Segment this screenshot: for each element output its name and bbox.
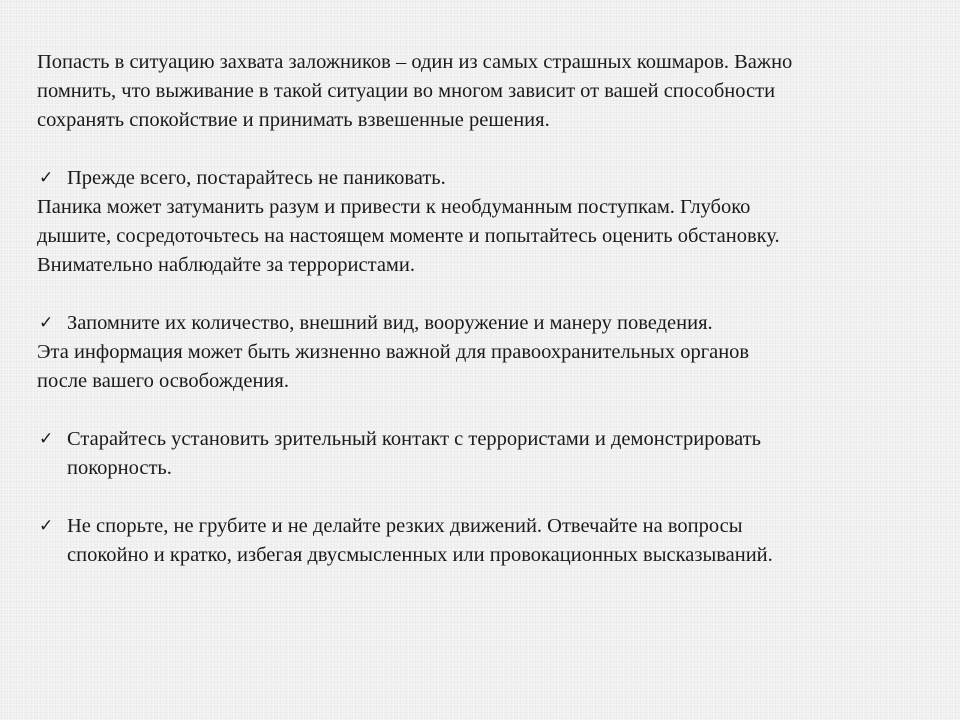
spacer	[37, 396, 937, 425]
list-item	[37, 309, 937, 396]
bullet-point	[37, 309, 937, 338]
bullet-point	[37, 512, 937, 570]
checkmark-icon: ✓	[39, 516, 54, 536]
intro-line: Попасть в ситуацию захвата заложников – один из самых страшных кошмаров. Важно	[37, 51, 793, 73]
detail-line: после вашего освобождения.	[37, 370, 289, 392]
detail-line: Паника может затуманить разум и привести к необдуманным поступкам. Глубоко	[37, 196, 751, 218]
bullet-text: Не спорьте, не грубите и не делайте резких движений. Отвечайте на вопросы	[67, 515, 743, 537]
list-item	[37, 164, 937, 280]
bullet-point	[37, 425, 937, 483]
bullet-point	[37, 164, 937, 193]
checkmark-icon: ✓	[39, 429, 54, 449]
bullet-text: Старайтесь установить зрительный контакт с террористами и демонстрировать	[67, 428, 762, 450]
checkmark-icon: ✓	[39, 168, 54, 188]
intro-paragraph	[37, 48, 937, 135]
detail-line: Внимательно наблюдайте за террористами.	[37, 254, 415, 276]
bullet-text: Запомните их количество, внешний вид, вооружение и манеру поведения.	[67, 312, 713, 334]
slide-content	[37, 48, 937, 570]
list-item	[37, 425, 937, 483]
bullet-text: Прежде всего, постарайтесь не паниковать.	[67, 167, 446, 189]
intro-line: помнить, что выживание в такой ситуации во многом зависит от вашей способности	[37, 80, 776, 102]
checkmark-icon: ✓	[39, 313, 54, 333]
list-item	[37, 512, 937, 570]
bullet-text: спокойно и кратко, избегая двусмысленных или провокационных высказываний.	[67, 544, 773, 566]
bullet-text: покорность.	[67, 457, 172, 479]
bullet-detail	[37, 338, 937, 396]
spacer	[37, 483, 937, 512]
detail-line: Эта информация может быть жизненно важной для правоохранительных органов	[37, 341, 750, 363]
detail-line: дышите, сосредоточьтесь на настоящем моменте и попытайтесь оценить обстановку.	[37, 225, 780, 247]
intro-line: сохранять спокойствие и принимать взвешенные решения.	[37, 109, 550, 131]
spacer	[37, 280, 937, 309]
bullet-detail	[37, 193, 937, 280]
spacer	[37, 135, 937, 164]
